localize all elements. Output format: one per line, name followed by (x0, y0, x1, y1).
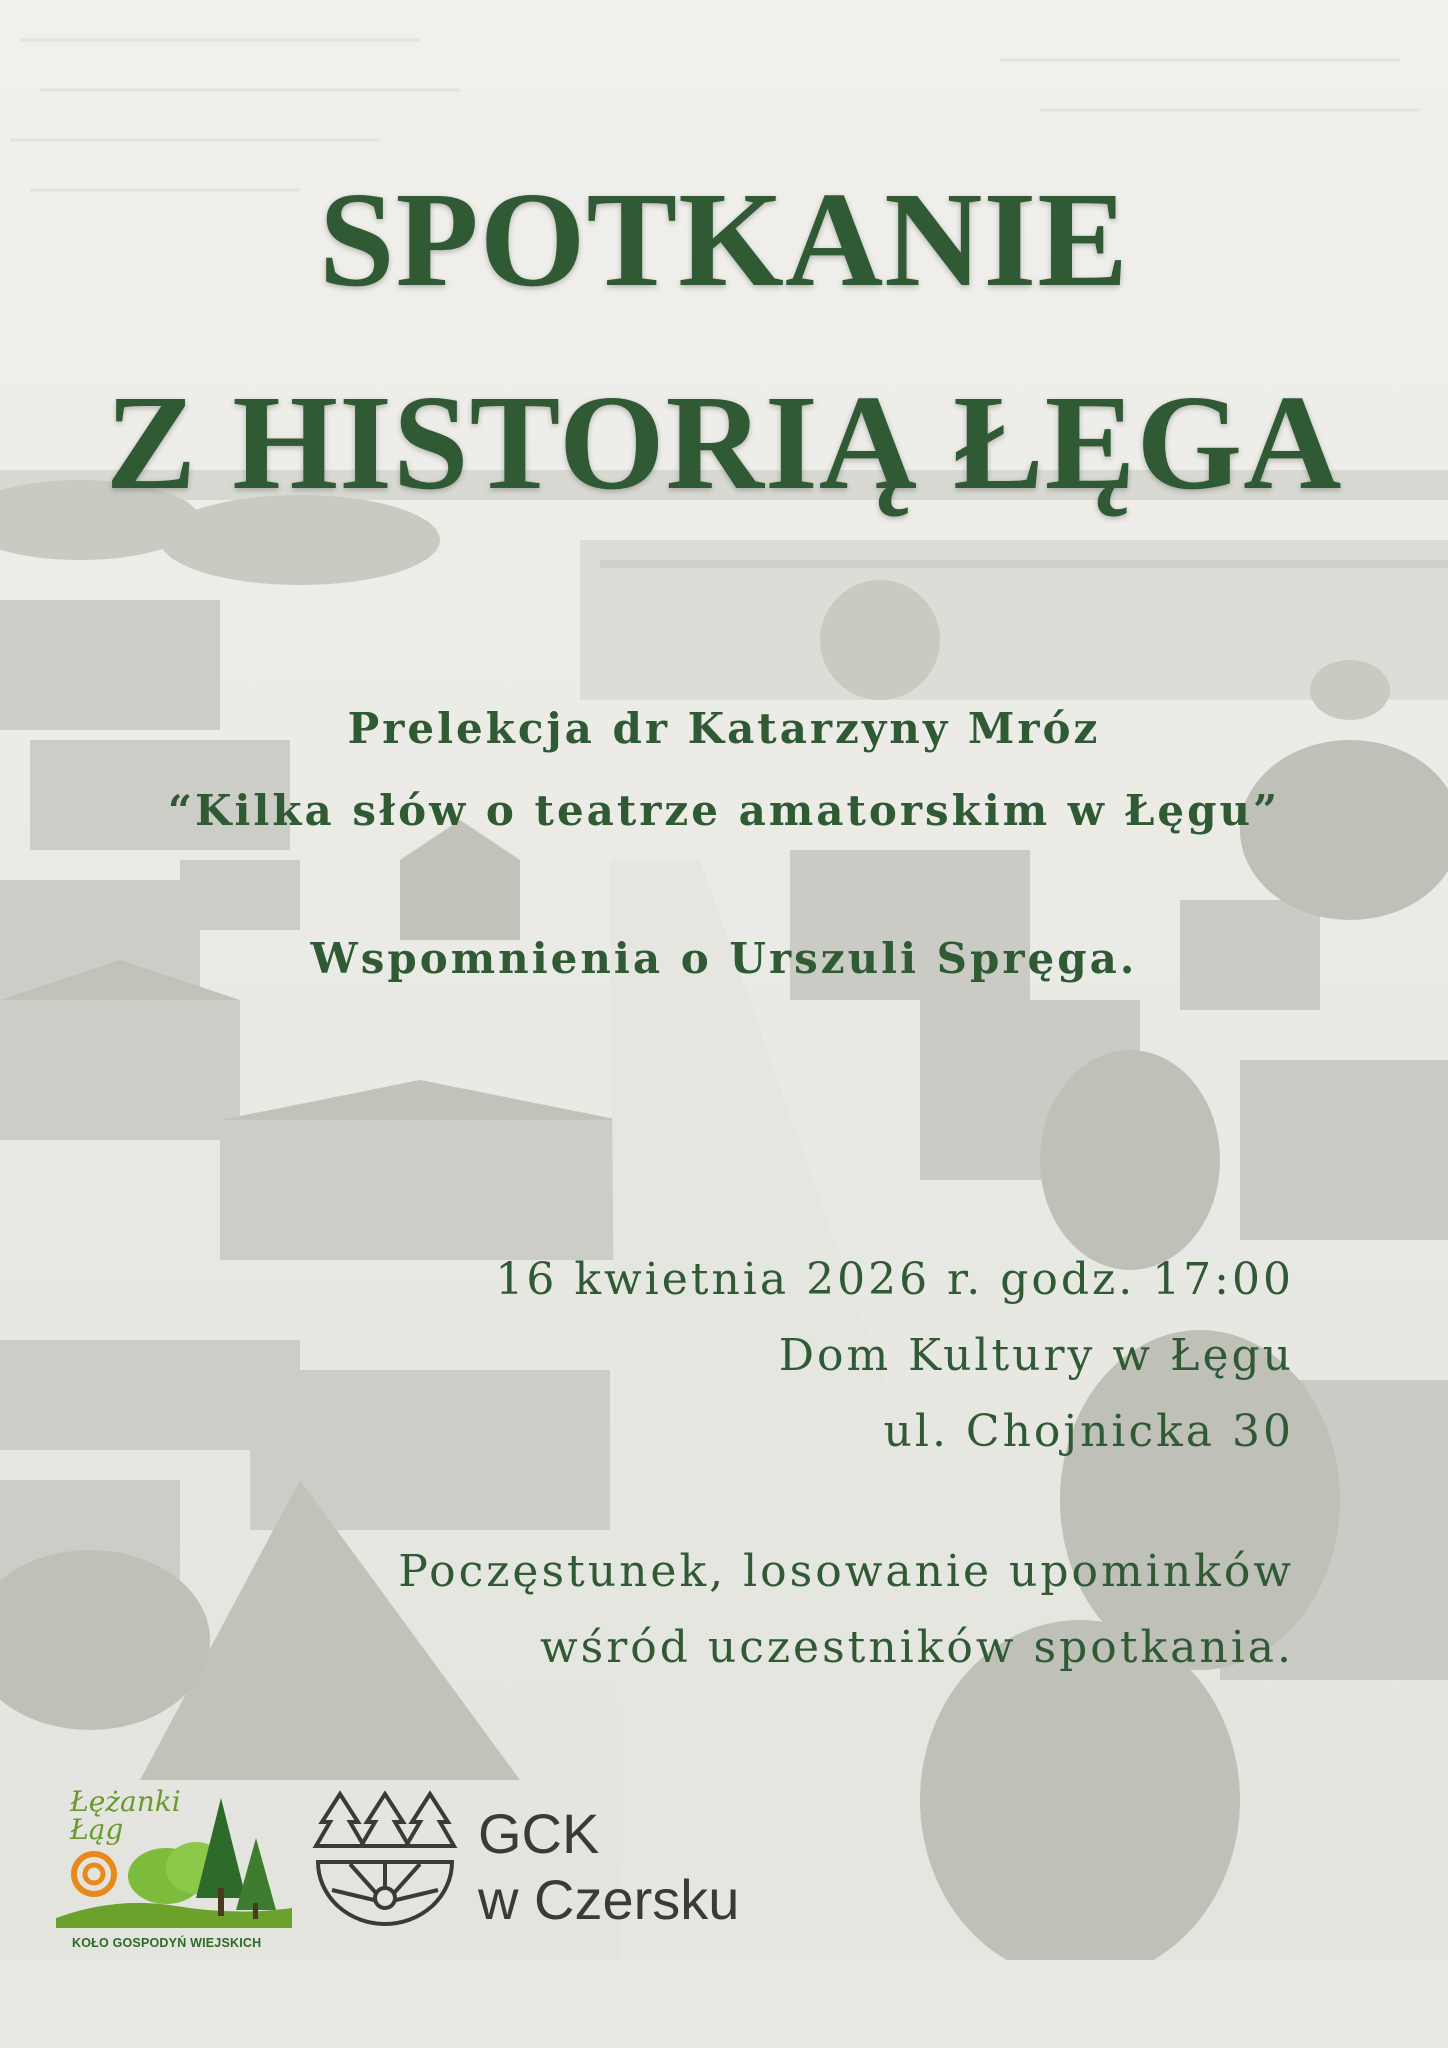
title-line-1: SPOTKANIE (318, 165, 1130, 315)
gck-logo-line-1: GCK (478, 1802, 600, 1865)
kgw-name-line-1: Łężanki (70, 1785, 181, 1818)
event-datetime: 16 kwietnia 2026 r. godz. 17:00 (495, 1254, 1294, 1305)
gck-trees-wheel-logo-icon (310, 1790, 460, 1930)
memories-line: Wspomnienia o Urszuli Spręga. (310, 934, 1138, 983)
lecture-topic: “Kilka słów o teatrze amatorskim w Łęgu” (167, 786, 1281, 835)
kgw-subtitle: KOŁO GOSPODYŃ WIEJSKICH (72, 1936, 262, 1950)
title-line-2: Z HISTORIĄ ŁĘGA (105, 368, 1343, 518)
kgw-logo (56, 1778, 292, 1954)
gck-logo-line-2: w Czersku (478, 1868, 740, 1931)
extras-line-1: Poczęstunek, losowanie upominków (398, 1546, 1294, 1597)
lecture-speaker: Prelekcja dr Katarzyny Mróz (347, 704, 1101, 753)
event-venue: Dom Kultury w Łęgu (778, 1330, 1294, 1381)
extras-line-2: wśród uczestników spotkania. (539, 1622, 1294, 1673)
kgw-name-line-2: Łąg (70, 1813, 124, 1846)
event-address: ul. Chojnicka 30 (883, 1406, 1294, 1457)
